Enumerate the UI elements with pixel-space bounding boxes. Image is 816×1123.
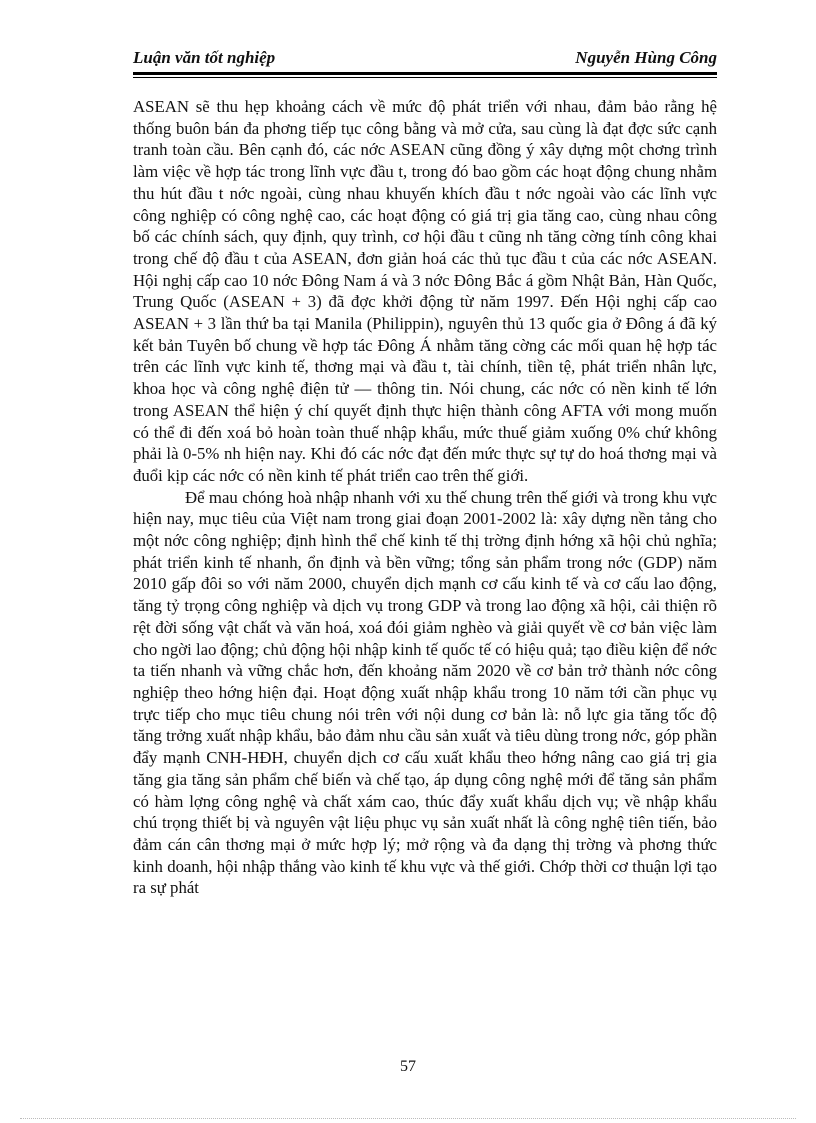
paragraph-1: ASEAN sẽ thu hẹp khoảng cách về mức độ phát triển với nhau, đảm bảo rằng hệ thống buôn bán đa phơng tiếp tục công bằng và mở cửa, sau cùng là đạt đợc sức cạnh tranh toàn cầu. Bên cạnh đó, các nớc ASEAN cũng đồng ý xây dựng một chơng trình làm việc về hợp tác trong lĩnh vực đầu t, trong đó bao gồm các hoạt động chung nhằm thu hút đầu t nớc ngoài, cùng nhau khuyến khích đầu t nớc ngoài vào các lĩnh vực công nghiệp có công nghệ cao, các hoạt động có giá trị gia tăng cao, cùng nhau công bố các chính sách, quy định, quy trình, cơ hội đầu t cũng nh tăng cờng tính công khai trong chế độ đầu t của ASEAN, đơn giản hoá các thủ tục đầu t của các nớc ASEAN. Hội nghị cấp cao 10 nớc Đông Nam á và 3 nớc Đông Bắc á gồm Nhật Bản, Hàn Quốc, Trung Quốc (ASEAN + 3) đã đợc khởi động từ năm 1997. Đến Hội nghị cấp cao ASEAN + 3 lần thứ ba tại Manila (Philippin), nguyên thủ 13 quốc gia ở Đông á đã ký kết bản Tuyên bố chung về hợp tác Đông Á nhằm tăng cờng các mối quan hệ hợp tác trên các lĩnh vực kinh tế, thơng mại và đầu t, tài chính, tiền tệ, phát triển nhân lực, khoa học và công nghệ điện tử — thông tin. Nói chung, các nớc có nền kinh tế lớn trong ASEAN thể hiện ý chí quyết định thực hiện thành công AFTA với mong muốn có thể đi đến xoá bỏ hoàn toàn thuế nhập khẩu, mức thuế giảm xuống 0% chứ không phải là 0-5% nh hiện nay. Khi đó các nớc đạt đến mức thực sự tự do hoá thơng mại và đuổi kịp các nớc có nền kinh tế phát triển cao trên thế giới. — [133, 97, 717, 485]
header-divider — [133, 72, 717, 78]
page-header — [133, 46, 717, 70]
page-number: 57 — [400, 1058, 416, 1075]
header-thesis-label: Luận văn tốt nghiệp — [133, 48, 276, 67]
document-body — [133, 96, 717, 899]
paragraph-2: Để mau chóng hoà nhập nhanh với xu thế chung trên thế giới và trong khu vực hiện nay, mục tiêu của Việt nam trong giai đoạn 2001-2002 là: xây dựng nền tảng cho một nớc công nghiệp; định hình thể chế kinh tế thị trờng định hớng xã hội chủ nghĩa; phát triển kinh tế nhanh, ổn định và bền vững; tổng sản phẩm trong nớc (GDP) năm 2010 gấp đôi so với năm 2000, chuyển dịch mạnh cơ cấu kinh tế và cơ cấu lao động, tăng tỷ trọng công nghiệp và dịch vụ trong GDP và trong lao động xã hội, cải thiện rõ rệt đời sống vật chất và văn hoá, xoá đói giảm nghèo và giải quyết về cơ bản việc làm cho ngời lao động; chủ động hội nhập kinh tế quốc tế có hiệu quả; tạo điều kiện để nớc ta tiến nhanh và vững chắc hơn, đến khoảng năm 2020 về cơ bản trở thành nớc công nghiệp theo hớng hiện đại. Hoạt động xuất nhập khẩu trong 10 năm tới cần phục vụ trực tiếp cho mục tiêu chung nói trên với nội dung cơ bản là: nỗ lực gia tăng tốc độ tăng trởng xuất nhập khẩu, bảo đảm nhu cầu sản xuất và tiêu dùng trong nớc, góp phần đẩy mạnh CNH-HĐH, chuyển dịch cơ cấu xuất khẩu theo hớng nâng cao giá trị gia tăng gia tăng sản phẩm chế biến và chế tạo, áp dụng công nghệ mới để tăng sản phẩm có hàm lợng công nghệ và chất xám cao, thúc đẩy xuất khẩu dịch vụ; về nhập khẩu chú trọng thiết bị và nguyên vật liệu phục vụ sản xuất nhất là công nghệ tiên tiến, bảo đảm cán cân thơng mại ở mức hợp lý; mở rộng và đa dạng thị trờng và phơng thức kinh doanh, hội nhập thắng vào kinh tế khu vực và thế giới. Chớp thời cơ thuận lợi tạo ra sự phát — [133, 487, 717, 898]
page-bottom-edge — [20, 1118, 796, 1119]
header-author-name: Nguyễn Hùng Công — [575, 48, 717, 67]
